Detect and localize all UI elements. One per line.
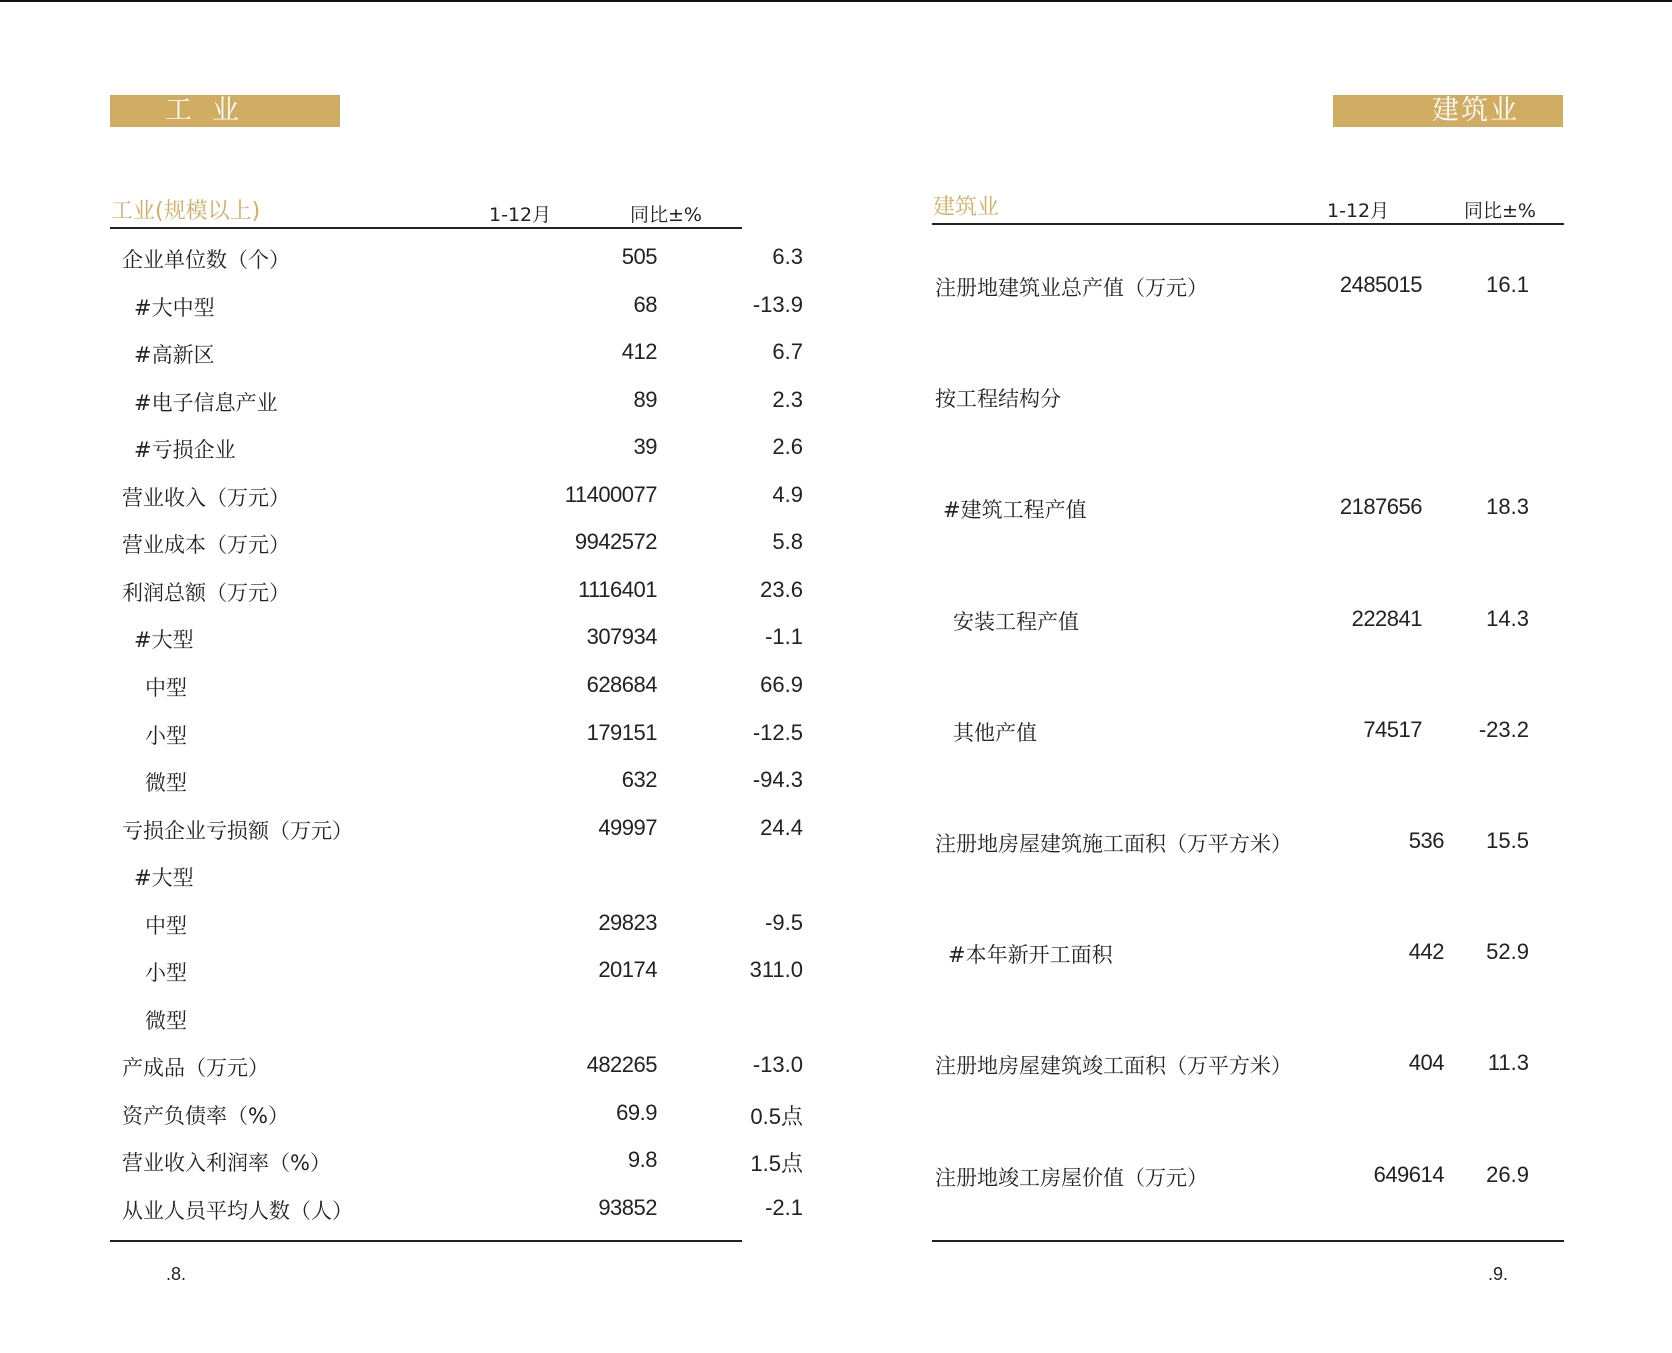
row-value: 89 [633,386,657,412]
row-yoy: 18.3 [1486,494,1529,520]
row-value: 536 [1408,828,1444,853]
row-value: 29823 [598,909,657,935]
table-row [110,1052,803,1092]
table-row [932,939,1564,979]
row-label: 企业单位数（个） [122,248,290,272]
row-yoy: 66.9 [760,671,803,697]
row-value: 9.8 [627,1147,657,1173]
table-row [932,383,1564,423]
industry-table-title: 工业(规模以上) [111,199,261,224]
table-row [110,481,803,522]
construction-col-yoy: 同比±% [1464,200,1536,222]
row-value: 222841 [1351,605,1422,631]
table-row [110,434,803,474]
row-yoy: 14.3 [1486,605,1529,631]
row-yoy: 24.4 [760,814,803,840]
table-row [932,494,1564,534]
row-label: #本年新开工面积 [948,943,1113,968]
row-yoy: -13.9 [752,291,803,317]
row-label: #大中型 [134,295,215,320]
row-label: 营业收入（万元） [122,485,290,510]
row-label: 从业人员平均人数（人） [122,1199,353,1223]
construction-col-period: 1-12月 [1327,200,1390,222]
row-label: 安装工程产值 [953,609,1079,634]
row-value: 68 [633,291,657,317]
row-yoy: 4.9 [772,481,803,507]
industry-col-period: 1-12月 [489,204,552,226]
row-yoy: 23.6 [760,576,803,602]
row-yoy: 2.6 [772,434,803,460]
row-value: 505 [621,244,657,269]
row-label: 营业成本（万元） [122,533,290,558]
row-yoy: 5.8 [772,529,803,555]
row-value: 93852 [598,1195,657,1220]
table-row [110,671,803,712]
row-value: 20174 [598,957,657,983]
row-label: 营业收入利润率（%） [122,1151,331,1176]
row-value: 632 [621,767,657,793]
row-yoy: 6.3 [772,244,803,269]
industry-header-rule [110,227,742,229]
industry-col-yoy: 同比±% [630,204,702,226]
row-value: 74517 [1363,716,1422,742]
table-row [110,291,803,332]
table-row [110,244,803,284]
construction-page [932,0,1564,1353]
row-value: 404 [1408,1050,1444,1076]
table-row [110,814,803,855]
row-yoy: 11.3 [1487,1050,1529,1076]
row-label: #亏损企业 [134,438,236,463]
row-value: 11400077 [564,481,657,507]
table-row [110,576,803,617]
table-row [110,529,803,569]
row-yoy: -2.1 [765,1195,803,1220]
row-yoy: 16.1 [1486,272,1529,297]
row-yoy: 15.5 [1486,828,1529,853]
row-label: 小型 [145,961,187,986]
table-row [110,1147,803,1187]
row-yoy: 2.3 [772,386,803,412]
row-yoy: 26.9 [1486,1161,1529,1187]
page-number-right: .9. [1488,1264,1509,1284]
row-yoy: 311.0 [749,957,803,983]
row-label: 其他产值 [953,720,1037,745]
table-row [932,717,1564,757]
row-value: 649614 [1373,1161,1444,1187]
row-value: 49997 [598,814,657,840]
table-row [932,1050,1564,1090]
row-label: 利润总额（万元） [122,580,290,605]
table-row [110,767,803,807]
row-yoy: -12.5 [752,719,803,745]
row-label: #高新区 [134,343,215,368]
construction-banner-text: 建筑业 [1432,95,1519,126]
table-row [110,909,803,950]
row-value: 2485015 [1339,272,1422,297]
row-value: 2187656 [1339,494,1422,520]
table-row [932,606,1564,646]
row-label: 注册地建筑业总产值（万元） [935,276,1208,300]
row-label: 注册地竣工房屋价值（万元） [935,1165,1208,1190]
table-row [110,386,803,427]
row-label: 按工程结构分 [935,387,1061,412]
table-row [110,624,803,664]
table-row [932,828,1564,868]
industry-banner-text: 工业 [165,95,259,126]
row-value: 69.9 [616,1099,657,1125]
row-label: 小型 [145,723,187,748]
table-row [110,1195,803,1235]
row-value: 442 [1408,939,1444,965]
industry-bottom-rule [110,1240,742,1242]
construction-bottom-rule [932,1240,1564,1242]
table-row [110,1099,803,1140]
table-row [932,272,1564,312]
row-yoy: 1.5点 [750,1151,803,1177]
row-label: 微型 [145,771,187,796]
row-value: 9942572 [574,529,657,555]
row-yoy: -1.1 [765,624,803,650]
row-value: 39 [633,434,657,460]
row-label: #大型 [134,866,194,891]
row-label: 产成品（万元） [122,1056,269,1081]
row-yoy: -23.2 [1478,716,1529,742]
row-yoy: -9.5 [765,909,803,935]
table-row [110,1005,742,1045]
row-yoy: 0.5点 [750,1103,803,1129]
table-row [110,339,803,379]
table-row [110,862,742,902]
row-value: 628684 [586,671,657,697]
row-value: 1116401 [578,576,657,602]
row-label: #大型 [134,628,194,653]
row-label: 注册地房屋建筑施工面积（万平方米） [935,832,1292,856]
row-label: 亏损企业亏损额（万元） [122,818,353,843]
page-number-left: .8. [166,1264,187,1284]
row-label: 注册地房屋建筑竣工面积（万平方米） [935,1054,1292,1079]
construction-header-rule [932,223,1564,225]
table-row [110,957,803,997]
row-label: #电子信息产业 [134,390,278,415]
row-label: 中型 [145,913,187,938]
industry-page [110,0,803,1353]
row-yoy: -13.0 [752,1052,803,1078]
row-yoy: 6.7 [772,339,803,365]
row-label: #建筑工程产值 [943,498,1087,523]
row-label: 资产负债率（%） [122,1103,289,1128]
table-row [110,719,803,760]
row-value: 307934 [586,624,657,650]
row-yoy: 52.9 [1486,939,1529,965]
row-value: 412 [621,339,657,365]
row-label: 微型 [145,1008,187,1033]
construction-table-title: 建筑业 [933,195,1000,220]
row-yoy: -94.3 [752,767,803,793]
row-label: 中型 [145,675,187,700]
row-value: 179151 [586,719,657,745]
row-value: 482265 [586,1052,657,1078]
table-row [932,1162,1564,1202]
